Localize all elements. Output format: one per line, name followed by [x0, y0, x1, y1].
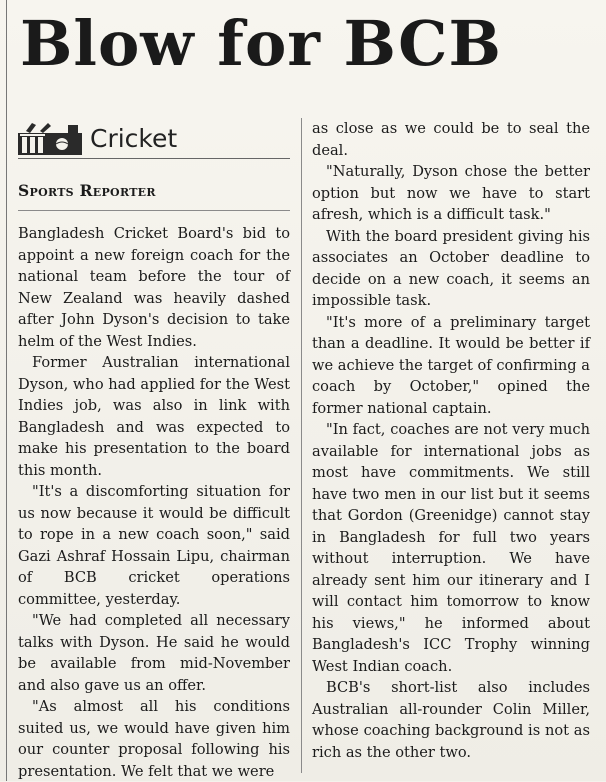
paragraph: "As almost all his conditions suited us, we would have given him our counter proposal following his presentation. We felt that we were	[18, 698, 290, 780]
section-label: Cricket	[90, 123, 178, 153]
paragraph: Former Australian international Dyson, who had applied for the West Indies job, was also in link with Bangladesh and was expected to make his presentation to the board this month.	[18, 354, 290, 479]
right-column	[312, 118, 590, 763]
paragraph: "It's more of a preliminary target than a deadline. It would be better if we achieve the target of confirming a coach by October," opined the former national captain.	[312, 313, 590, 417]
column-divider	[301, 118, 302, 773]
left-column	[18, 118, 290, 782]
clipping-edge	[6, 0, 7, 781]
section-kicker	[18, 118, 290, 159]
cricket-stumps-icon	[18, 121, 82, 155]
paragraph: "It's a discomforting situation for us now because it would be difficult to rope in a new coach soon," said Gazi Ashraf Hossain Lipu, chairman of BCB cricket operations committee, yesterday.	[18, 483, 290, 608]
headline: Blow for BCB	[20, 7, 502, 80]
paragraph: as close as we could be to seal the deal.	[312, 120, 590, 159]
paragraph: BCB's short-list also includes Australian all-rounder Colin Miller, whose coaching background is not as rich as the other two.	[312, 679, 590, 761]
paragraph: "Naturally, Dyson chose the better option but now we have to start afresh, which is a difficult task."	[312, 163, 590, 223]
paragraph: With the board president giving his associates an October deadline to decide on a new coach, it seems an impossible task.	[312, 227, 590, 309]
byline: Sports Reporter	[18, 181, 290, 211]
paragraph: Bangladesh Cricket Board's bid to appoint a new foreign coach for the national team before the tour of New Zealand was heavily dashed after John Dyson's decision to take helm of the West Indies.	[18, 225, 290, 350]
paragraph: "We had completed all necessary talks with Dyson. He said he would be available from mid-November and also gave us an offer.	[18, 612, 290, 694]
paragraph: "In fact, coaches are not very much available for international jobs as most have commitments. We still have two men in our list but it seems that Gordon (Greenidge) cannot stay in Bangladesh for full two years without interruption. We have already sent him our itinerary and I will contact him tomorrow to know his views," he informed about Bangladesh's ICC Trophy winning West Indian coach.	[312, 421, 590, 675]
